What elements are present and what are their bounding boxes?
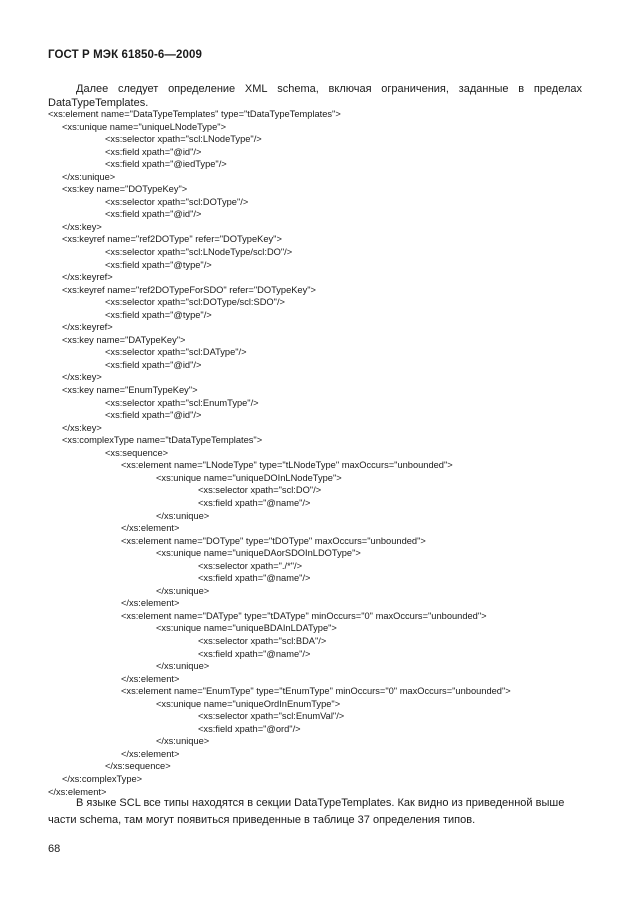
code-line: </xs:unique> — [62, 171, 116, 182]
code-line: <xs:element name="DataTypeTemplates" type="tDataTypeTemplates"> — [48, 109, 341, 119]
intro-word: следует — [117, 83, 159, 95]
intro-word: schema, — [277, 83, 319, 95]
intro-line-1 — [48, 82, 582, 96]
intro-word: в — [518, 83, 525, 95]
code-line: <xs:unique name="uniqueDAorSDOInLDOType"> — [156, 548, 361, 559]
code-line: <xs:selector xpath="scl:EnumVal"/> — [198, 711, 345, 722]
intro-word: XML — [244, 83, 268, 95]
code-line: </xs:unique> — [156, 736, 210, 747]
code-line: <xs:complexType name="tDataTypeTemplates"> — [62, 435, 263, 446]
page-number: 68 — [48, 843, 61, 855]
intro-word: определение — [168, 83, 236, 95]
code-line: <xs:selector xpath="scl:LNodeType"/> — [105, 134, 262, 145]
code-line: <xs:field xpath="@id"/> — [105, 209, 202, 220]
code-line: <xs:selector xpath="scl:DAType"/> — [105, 347, 247, 358]
code-line: <xs:key name="DOTypeKey"> — [62, 184, 188, 195]
xml-schema-code — [48, 108, 608, 798]
code-line: <xs:field xpath="@name"/> — [198, 497, 311, 508]
code-line: </xs:unique> — [156, 585, 210, 596]
code-line: </xs:keyref> — [62, 322, 113, 333]
code-line: <xs:sequence> — [105, 447, 169, 458]
code-line: </xs:unique> — [156, 510, 210, 521]
code-line: <xs:unique name="uniqueBDAInLDAType"> — [156, 623, 337, 634]
code-line: <xs:selector xpath="scl:DOType/scl:SDO"/> — [105, 297, 285, 308]
code-line: <xs:key name="EnumTypeKey"> — [62, 385, 198, 396]
code-line: <xs:element name="EnumType" type="tEnumType" minOccurs="0" maxOccurs="unbounded"> — [121, 686, 511, 697]
document-header: ГОСТ Р МЭК 61850-6—2009 — [48, 49, 202, 61]
code-line: <xs:field xpath="@id"/> — [105, 146, 202, 157]
code-line: </xs:keyref> — [62, 272, 113, 283]
code-line: <xs:field xpath="@id"/> — [105, 359, 202, 370]
code-line: <xs:field xpath="@type"/> — [105, 259, 212, 270]
code-line: <xs:keyref name="ref2DOType" refer="DOTypeKey"> — [62, 234, 282, 245]
code-line: </xs:key> — [62, 221, 102, 232]
code-line: <xs:field xpath="@name"/> — [198, 648, 311, 659]
outro-text: В языке SCL все типы находятся в секции DataTypeTemplates. Как видно из приведенной выше части schema, там могут появиться приведенные в таблице 37 определения типов. — [48, 797, 565, 826]
intro-word: ограничения, — [381, 83, 449, 95]
code-line: </xs:element> — [121, 673, 180, 684]
code-line: <xs:selector xpath="scl:DO"/> — [198, 485, 322, 496]
code-line: </xs:unique> — [156, 661, 210, 672]
code-line: <xs:selector xpath="scl:DOType"/> — [105, 196, 249, 207]
code-line: </xs:sequence> — [105, 761, 171, 772]
intro-line-2: DataTypeTemplates. — [48, 97, 149, 109]
code-line: <xs:field xpath="@ord"/> — [198, 723, 301, 734]
code-line: <xs:element name="DOType" type="tDOType" maxOccurs="unbounded"> — [121, 535, 426, 546]
code-line: </xs:element> — [121, 598, 180, 609]
outro-paragraph — [48, 795, 582, 829]
code-line: <xs:key name="DATypeKey"> — [62, 334, 186, 345]
code-line: <xs:selector xpath="scl:EnumType"/> — [105, 397, 259, 408]
code-line: </xs:key> — [62, 422, 102, 433]
intro-word: пределах — [533, 83, 582, 95]
intro-paragraph — [48, 82, 582, 110]
code-line: <xs:keyref name="ref2DOTypeForSDO" refer="DOTypeKey"> — [62, 284, 316, 295]
code-line: <xs:field xpath="@id"/> — [105, 410, 202, 421]
code-line: </xs:complexType> — [62, 773, 143, 784]
code-line: <xs:field xpath="@iedType"/> — [105, 159, 227, 170]
code-line: <xs:unique name="uniqueDOInLNodeType"> — [156, 472, 342, 483]
code-line: </xs:element> — [121, 748, 180, 759]
intro-word: Далее — [76, 83, 109, 95]
intro-word: включая — [328, 83, 372, 95]
code-line: </xs:element> — [48, 786, 107, 797]
code-line: </xs:key> — [62, 372, 102, 383]
code-line: <xs:selector xpath="./*"/> — [198, 560, 303, 571]
code-line: <xs:element name="LNodeType" type="tLNodeType" maxOccurs="unbounded"> — [121, 460, 453, 471]
code-line: </xs:element> — [121, 523, 180, 534]
code-line: <xs:selector xpath="scl:LNodeType/scl:DO"/> — [105, 247, 293, 258]
code-line: <xs:field xpath="@type"/> — [105, 309, 212, 320]
code-line: <xs:element name="DAType" type="tDAType" minOccurs="0" maxOccurs="unbounded"> — [121, 610, 487, 621]
code-line: <xs:unique name="uniqueOrdInEnumType"> — [156, 698, 341, 709]
intro-word: заданные — [458, 83, 509, 95]
code-line: <xs:selector xpath="scl:BDA"/> — [198, 635, 327, 646]
code-line: <xs:field xpath="@name"/> — [198, 573, 311, 584]
code-line: <xs:unique name="uniqueLNodeType"> — [62, 121, 226, 132]
